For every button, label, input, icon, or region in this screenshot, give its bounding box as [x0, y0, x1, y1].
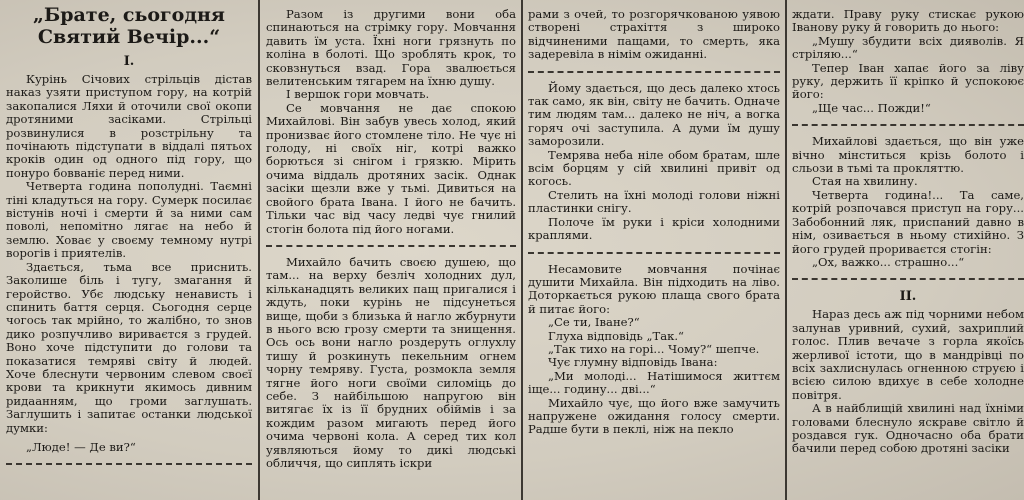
paragraph: Михайло бачить своєю душею, що там... на верху безліч холодних дул, кільканадцять великих пащ пригалися і ждуть, поки курінь не підсунеться вище, щоби з близька й нагло жбурнути в нього всю грозу смерти та знищення. Ось ось вони нагло роздеруть оглухлу тишу й розкинуть пекельним огнем чорну темряву. Густа, розмокла земля тягне його ноги своїми силоміць до себе. З найбільшою напругою він витягає їх із її брудних обіймів і за кождим разом мигають перед його очима червоні кола. А серед тих кол уявляються йому то дикі людські обличчя, що сиплять іскри — [266, 254, 516, 470]
column-4 — [792, 0, 1024, 500]
section-divider — [6, 463, 252, 465]
paragraph: ждати. Праву руку стискає рукою Іванову руку й говорить до нього: — [792, 7, 1024, 35]
dialogue-line: „Ще час... Пожди!“ — [812, 100, 931, 115]
dialogue-line: „Ми молоді... Натішимося життєм іще... годину... дві...“ — [528, 368, 780, 397]
paragraph: Разом із другими вони оба спинаються на стрімку гору. Мовчання давить їм уста. Їхні ноги грязнуть по коліна в болоті. Що зроблять крок, то сковзнуться взад. Гора звалюється велитенським тягарем на їхню душу. — [266, 7, 516, 89]
column-rule — [785, 0, 787, 500]
column-3 — [528, 0, 780, 500]
paragraph: А в найблищій хвилині над їхніми головами блеснуло яскраве світло й роздався гук. Одночасно оба брати бачили перед собою дротяні засіки — [792, 401, 1024, 456]
paragraph: Чує глумну відповідь Івана: — [548, 355, 718, 370]
paragraph: Курінь Січових стрільців дістав наказ узяти приступом гору, на котрій закопалися Ляхи й оточили свої окопи дротяними засіками. Стрільці розвинулися в розстрільну та почінають підступати в віддалі пятьох кроків один од одного під гору, що понуро бовваніє перед ними. — [6, 72, 252, 180]
paragraph: Йому здається, що десь далеко хтось так само, як він, світу не бачить. Одначе тим людям там... далеко не ніч, а вогка горяч очі заступила. А думи їм душу заморозили. — [528, 80, 780, 149]
paragraph: Стелить на їхні молоді голови ніжні пластинки снігу. — [528, 187, 780, 216]
column-2 — [266, 0, 516, 500]
dialogue-line: „Се ти, Іване?“ — [548, 315, 640, 330]
paragraph: Михайло чує, що його вже замучить напружене ожидання голосу смерти. Радше бути в пеклі, ніж на пекло — [528, 395, 780, 437]
paragraph: Четверта година!... Та саме, котрій розпочався приступ на гору... Забобонний ляк, приспаний давно в нім, озивається в ньому стихійно. З його грудей прориваєтся стогін: — [792, 187, 1024, 256]
column-rule — [258, 0, 260, 500]
dialogue-line: „Ох, важко... страшно...“ — [812, 254, 965, 269]
paragraph: Стая на хвилину. — [812, 174, 918, 189]
paragraph: Тепер Іван хапає його за ліву руку, держить її кріпко й успокоює його: — [792, 60, 1024, 102]
section-divider — [528, 252, 780, 254]
dialogue-line: „Так тихо на горі... Чому?“ шепче. — [548, 341, 760, 356]
column-rule — [521, 0, 523, 500]
section-divider — [266, 245, 516, 247]
dialogue-line: „Мушу збудити всіх дияволів. Я стріляю...“ — [792, 33, 1024, 62]
paragraph: Темрява неба ніле обом братам, шле всім борцям у сій хвилині привіт од когось. — [528, 147, 780, 189]
column-1 — [6, 0, 252, 500]
dialogue-line: „Люде! — Де ви?“ — [26, 439, 136, 454]
paragraph: Несамовите мовчання почінає душити Михайла. Він підходить на ліво. Доторкається рукою плаща свого брата й питає його: — [528, 261, 780, 316]
paragraph: Михайлові здається, що він уже вічно мінститься крізь болото і сльози в тьмі та прокляттю. — [792, 134, 1024, 176]
section-divider — [792, 124, 1024, 126]
article-title: „Брате, сьогодня Святий Вечір...“ — [33, 4, 225, 48]
paragraph: Полоче їм руки і кріси холодними краплями. — [528, 214, 780, 243]
paragraph: рами з очей, то розгорячкованою уявою створені страхіття з широко відчиненими пащами, то смерть, яка задеревіла в німім ожиданні. — [528, 7, 780, 62]
paragraph: Се мовчання не дає спокою Михайлові. Він забув увесь холод, який пронизває його стомлене тіло. Не чує ні голоду, ні своїх ніг, котрі важко борються зі снігом і грязкю. Мірить очима віддаль дротяних засік. Однак засіки щезли вже у тьмі. Дивиться на свойого брата Івана. І його не бачить. Тільки час від часу ледві чує гнилий стогін болота під його ногами. — [266, 100, 516, 236]
paragraph: Глуха відповідь „Так.“ — [548, 328, 684, 343]
section-divider — [528, 71, 780, 73]
paragraph: Здається, тьма все приснить. Заколише біль і тугу, змагання й геройство. Убє людську ненависть і спинить баття серця. Сьогодня серце чогось так мрійно, то жалібно, то знов дико розпучливо вириваєтся з грудей. Воно хоче підступити до голови та показатися темряві світу й людей. Хоче блеснути червоним слевом своєї крови та крикнути якимось дивним ридаанням, що громи заглушать. Заглушить і запитає останки людської думки: — [6, 259, 252, 435]
paragraph: Четверта година пополудні. Таємні тіні кладуться на гору. Сумерк посилає вістунів ночі і смерти й за ними сам поволі, непомітно лягає на небо й землю. Ховає у своєму темному нутрі ворогів і приятелів. — [6, 179, 252, 261]
section-divider — [792, 278, 1024, 280]
paragraph: Нараз десь аж під чорними небом залунав уривний, сухий, захриплий голос. Плив вечаче з горла якоїсь жерливої істоти, що в мандрівці по всіх захлиснулась огненною струєю і всією силою вдихує в себе холодне повітря. — [792, 307, 1024, 402]
paragraph: І вершок гори мовчать. — [286, 87, 430, 102]
section-heading-2: II. — [899, 289, 917, 305]
section-heading-1: I. — [123, 54, 135, 69]
